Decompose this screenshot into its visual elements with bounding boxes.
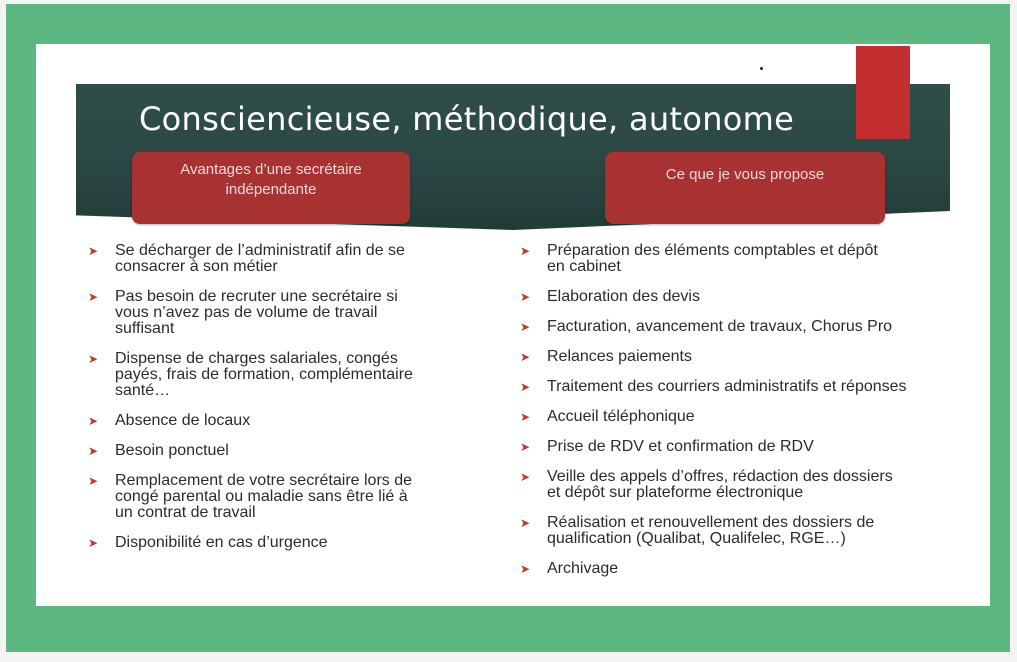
service-item <box>518 409 980 425</box>
advantage-item-line: Se décharger de l’administratif afin de se <box>115 242 405 259</box>
service-item-line: Veille des appels d’offres, rédaction des dossiers <box>547 468 893 485</box>
advantages-list <box>86 243 486 551</box>
service-item <box>518 439 980 455</box>
service-item-line: Elaboration des devis <box>547 288 700 305</box>
service-item <box>518 379 980 395</box>
bullet-arrow-icon: ➤ <box>520 410 531 424</box>
bullet-arrow-icon: ➤ <box>520 380 531 394</box>
ink-dot <box>760 67 763 70</box>
advantage-item-line: un contrat de travail <box>115 504 256 521</box>
tag-advantages <box>132 152 410 224</box>
advantage-item <box>86 443 486 459</box>
service-item-line: Préparation des éléments comptables et dépôt <box>547 242 878 259</box>
bullet-arrow-icon: ➤ <box>88 474 99 488</box>
advantage-item <box>86 413 486 429</box>
service-item-line: et dépôt sur plateforme électronique <box>547 484 804 501</box>
advantage-item-line: payés, frais de formation, complémentaire <box>115 366 413 383</box>
service-item-line: qualification (Qualibat, Qualifelec, RGE…) <box>547 530 846 547</box>
bullet-arrow-icon: ➤ <box>88 444 99 458</box>
advantage-item <box>86 473 486 521</box>
advantage-item-line: Pas besoin de recruter une secrétaire si <box>115 288 398 305</box>
bullet-arrow-icon: ➤ <box>520 516 531 530</box>
bullet-arrow-icon: ➤ <box>520 320 531 334</box>
bullet-arrow-icon: ➤ <box>520 350 531 364</box>
advantage-item-line: vous n’avez pas de volume de travail <box>115 304 378 321</box>
advantage-item-line: santé… <box>115 382 171 399</box>
advantage-item-line: Remplacement de votre secrétaire lors de <box>115 472 413 489</box>
advantage-item-line: consacrer à son métier <box>115 258 278 275</box>
service-item <box>518 243 980 275</box>
business-card <box>6 4 1010 652</box>
advantage-item-line: suffisant <box>115 320 175 337</box>
advantage-item-line: Disponibilité en cas d’urgence <box>115 534 328 551</box>
service-item <box>518 469 980 501</box>
service-item-line: Relances paiements <box>547 348 692 365</box>
service-item-line: en cabinet <box>547 258 621 275</box>
advantage-item <box>86 289 486 337</box>
tag-advantages-line-2: indépendante <box>225 181 317 198</box>
service-item-line: Accueil téléphonique <box>547 408 695 425</box>
bullet-arrow-icon: ➤ <box>520 244 531 258</box>
bullet-arrow-icon: ➤ <box>88 244 99 258</box>
service-item-line: Facturation, avancement de travaux, Chorus Pro <box>547 318 893 335</box>
bullet-arrow-icon: ➤ <box>88 414 99 428</box>
card-panel <box>36 44 990 606</box>
service-item <box>518 319 980 335</box>
advantage-item-line: Dispense de charges salariales, congés <box>115 350 398 367</box>
advantage-item-line: Absence de locaux <box>115 412 251 429</box>
advantage-item <box>86 535 486 551</box>
bullet-arrow-icon: ➤ <box>520 290 531 304</box>
advantage-item <box>86 351 486 399</box>
bullet-arrow-icon: ➤ <box>520 470 531 484</box>
card-title: Conscienc​ieuse, méthodique, autonome <box>139 100 795 138</box>
service-item <box>518 289 980 305</box>
bullet-arrow-icon: ➤ <box>520 440 531 454</box>
advantage-item-line: congé parental ou maladie sans être lié à <box>115 488 408 505</box>
red-accent-square <box>856 46 910 139</box>
bullet-arrow-icon: ➤ <box>88 290 99 304</box>
service-item-line: Traitement des courriers administratifs et réponses <box>547 378 907 395</box>
tag-offer: Ce que je vous propose <box>605 152 885 224</box>
service-item-line: Réalisation et renouvellement des dossiers de <box>547 514 875 531</box>
service-item <box>518 349 980 365</box>
service-item <box>518 515 980 547</box>
service-item-line: Prise de RDV et confirmation de RDV <box>547 438 814 455</box>
bullet-arrow-icon: ➤ <box>88 352 99 366</box>
tag-advantages-line-1: Avantages d’une secrétaire <box>180 161 362 178</box>
advantage-item <box>86 243 486 275</box>
advantage-item-line: Besoin ponctuel <box>115 442 229 459</box>
bullet-arrow-icon: ➤ <box>88 536 99 550</box>
services-list <box>518 243 980 577</box>
bullet-arrow-icon: ➤ <box>520 562 531 576</box>
service-item <box>518 561 980 577</box>
service-item-line: Archivage <box>547 560 619 577</box>
